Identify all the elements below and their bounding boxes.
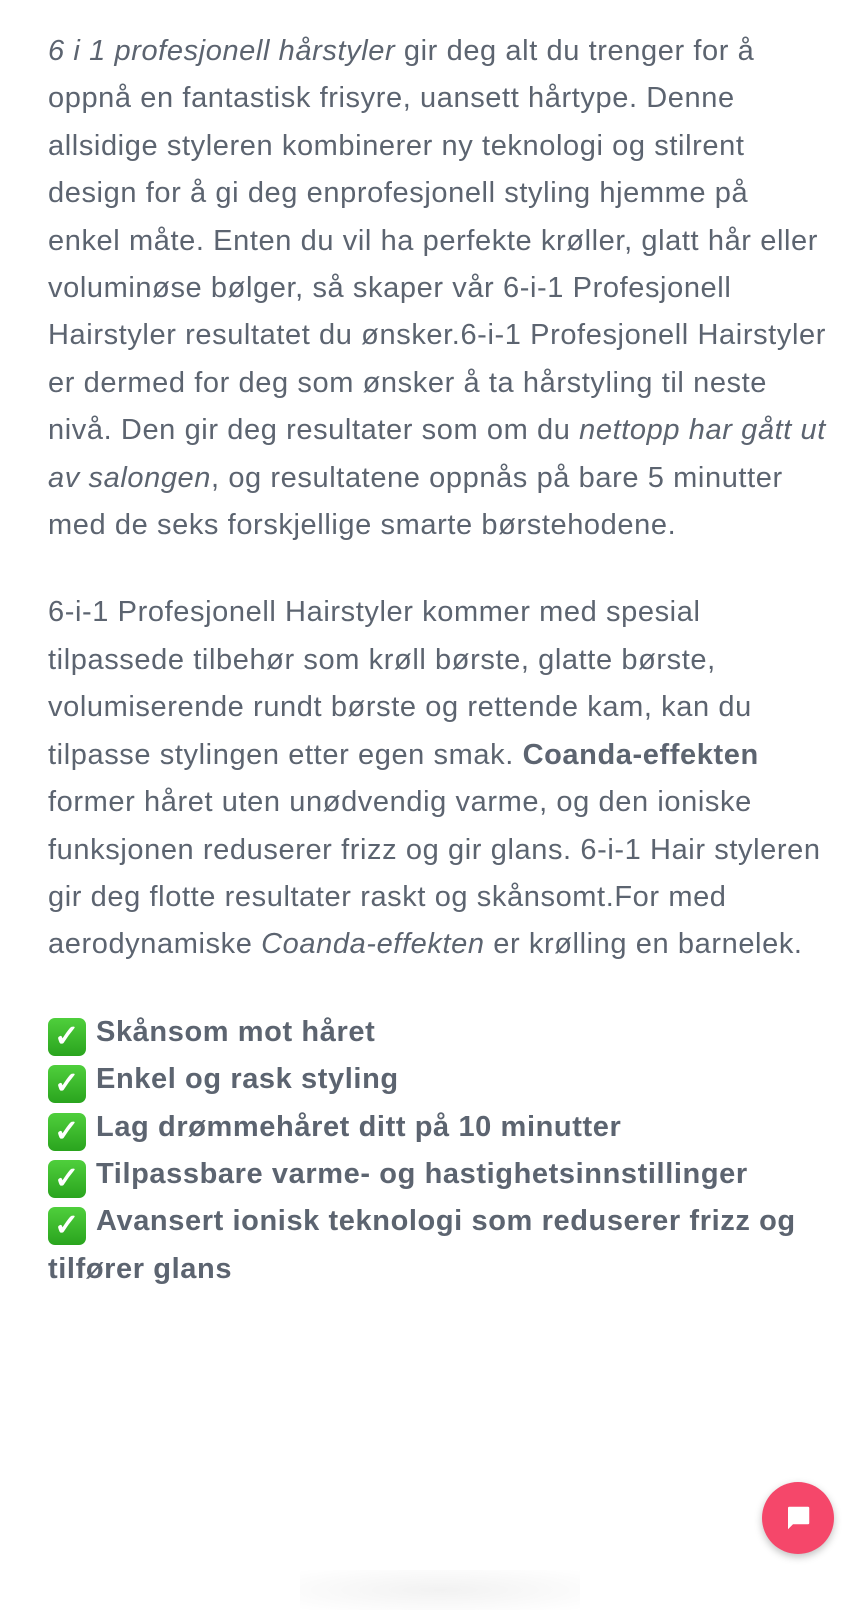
product-name-italic: 6 i 1 profesjonell hårstyler — [48, 35, 396, 67]
text: gir deg alt du trenger for å oppnå en fantastisk frisyre, uansett hårtype. Denne allsidige styleren kombinerer ny teknologi og stilrent design for å gi deg enprofesjonell styling hjemme på enkel måte. Enten du vil ha perfekte krøller, glatt hår eller voluminøse bølger, så skaper vår 6-i-1 Profesjonell Hairstyler resultatet du ønsker.6-i-1 Profesjonell Hairstyler er dermed for deg som ønsker å ta hårstyling til neste nivå. Den gir deg resultater som om du — [48, 35, 826, 447]
check-icon: ✓ — [48, 1113, 86, 1151]
chat-button[interactable] — [762, 1482, 834, 1554]
text: former håret uten unødvendig varme, og den ioniske funksjonen reduserer frizz og gir glans. 6-i-1 Hair styleren gir deg flotte resultater raskt og skånsomt.For med aerodynamiske — [48, 786, 821, 961]
text-italic: Coanda-effekten — [261, 928, 485, 961]
text-bold: Coanda-effekten — [522, 738, 759, 771]
check-icon: ✓ — [48, 1018, 86, 1056]
description-paragraph-2 — [48, 589, 828, 968]
feature-item — [48, 1151, 828, 1198]
feature-label: Enkel og rask styling — [96, 1063, 399, 1096]
feature-label: Skånsom mot håret — [96, 1015, 376, 1048]
text: 6-i-1 Profesjonell Hairstyler kommer med spesial tilpassede tilbehør som krøll børste, glatte børste, volumiserende rundt børste og rettende kam, kan du tilpasse stylingen etter egen smak. — [48, 596, 752, 771]
chat-bubble-icon — [783, 1503, 813, 1533]
feature-item — [48, 1104, 828, 1151]
feature-item — [48, 1198, 828, 1293]
feature-label: Lag drømmehåret ditt på 10 minutter — [96, 1110, 622, 1143]
text: er krølling en barnelek. — [484, 928, 803, 961]
feature-item — [48, 1056, 828, 1103]
check-icon: ✓ — [48, 1160, 86, 1198]
text-italic: nettopp har gått ut av salongen — [48, 414, 826, 494]
feature-list — [48, 1009, 828, 1293]
feature-label: Tilpassbare varme- og hastighetsinnstillinger — [96, 1157, 748, 1190]
bottom-shadow — [300, 1570, 580, 1610]
description-paragraph-1 — [48, 28, 828, 549]
check-icon: ✓ — [48, 1207, 86, 1245]
product-description — [48, 28, 828, 1293]
text: , og resultatene oppnås på bare 5 minutter med de seks forskjellige smarte børstehodene. — [48, 461, 783, 542]
check-icon: ✓ — [48, 1065, 86, 1103]
feature-label: Avansert ionisk teknologi som reduserer frizz og tilfører glans — [48, 1205, 796, 1285]
feature-item — [48, 1009, 828, 1056]
